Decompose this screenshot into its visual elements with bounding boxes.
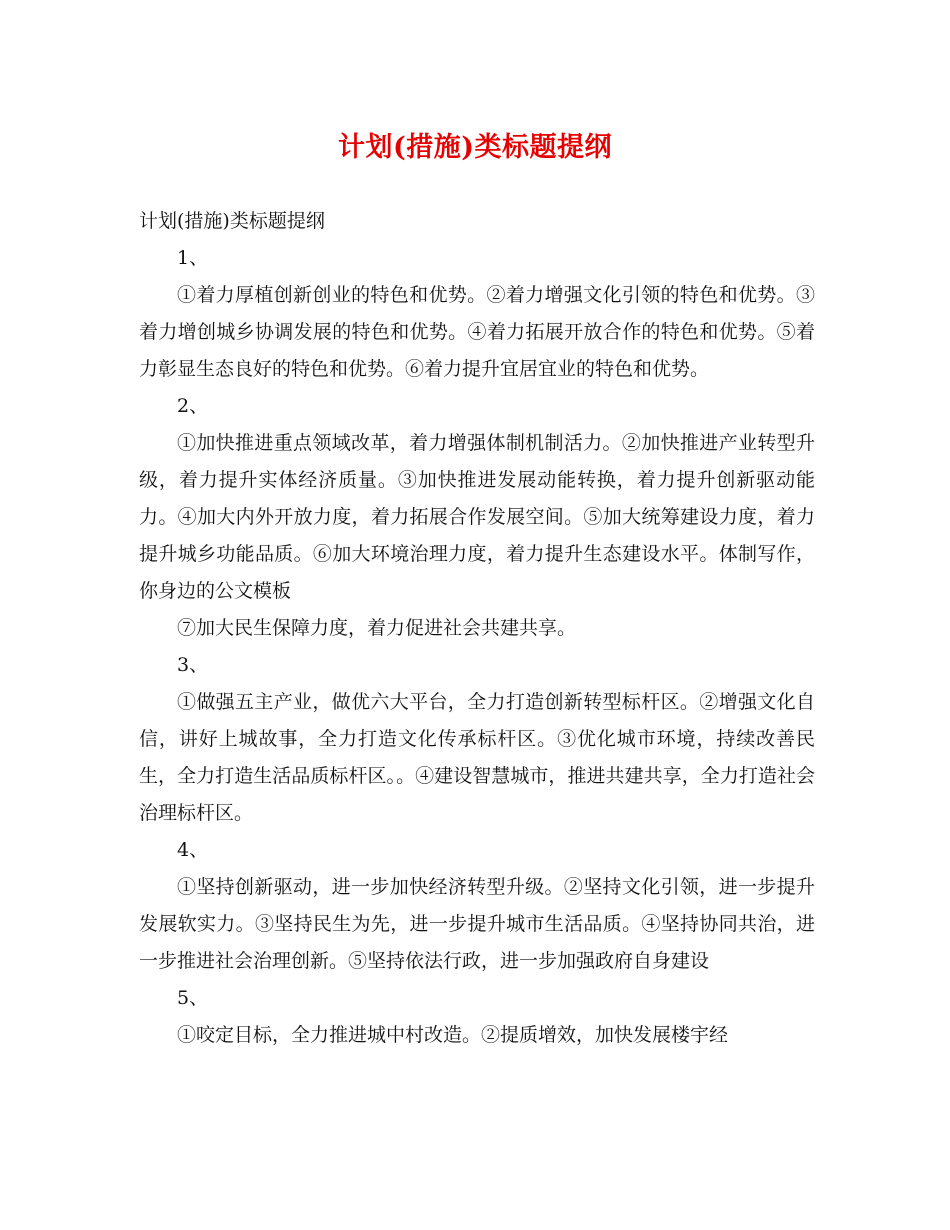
section-2-paragraph-1: ①加快推进重点领域改革，着力增强体制机制活力。②加快推进产业转型升级，着力提升实体经济质量。③加快推进发展动能转换，着力提升创新驱动能力。④加大内外开放力度，着力拓展合作发展空间。⑤加大统筹建设力度，着力提升城乡功能品质。⑥加大环境治理力度，着力提升生态建设水平。体制写作，你身边的公文模板 [139, 432, 815, 602]
section-4-paragraph-1: ①坚持创新驱动，进一步加快经济转型升级。②坚持文化引领，进一步提升发展软实力。③坚持民生为先，进一步提升城市生活品质。④坚持协同共治，进一步推进社会治理创新。⑤坚持依法行政，进一步加强政府自身建设 [139, 876, 815, 972]
section-2-paragraph-2: ⑦加大民生保障力度，着力促进社会共建共享。 [177, 617, 577, 639]
section-number-1: 1、 [177, 247, 209, 269]
section-number-4: 4、 [177, 839, 209, 861]
section-number-3: 3、 [177, 654, 209, 676]
document-body [139, 203, 815, 1054]
section-3-paragraph-1: ①做强五主产业，做优六大平台，全力打造创新转型标杆区。②增强文化自信，讲好上城故事，全力打造文化传承标杆区。③优化城市环境，持续改善民生，全力打造生活品质标杆区。。④建设智慧城市，推进共建共享，全力打造社会治理标杆区。 [139, 691, 815, 824]
section-number-2: 2、 [177, 395, 209, 417]
section-number-5: 5、 [177, 987, 209, 1009]
document-title: 计划(措施)类标题提纲 [337, 132, 613, 163]
section-5-paragraph-1: ①咬定目标，全力推进城中村改造。②提质增效，加快发展楼宇经 [177, 1024, 729, 1046]
document-subtitle: 计划(措施)类标题提纲 [139, 210, 325, 232]
section-1-paragraph-1: ①着力厚植创新创业的特色和优势。②着力增强文化引领的特色和优势。③着力增创城乡协调发展的特色和优势。④着力拓展开放合作的特色和优势。⑤着力彰显生态良好的特色和优势。⑥着力提升宜居宜业的特色和优势。 [139, 284, 815, 380]
